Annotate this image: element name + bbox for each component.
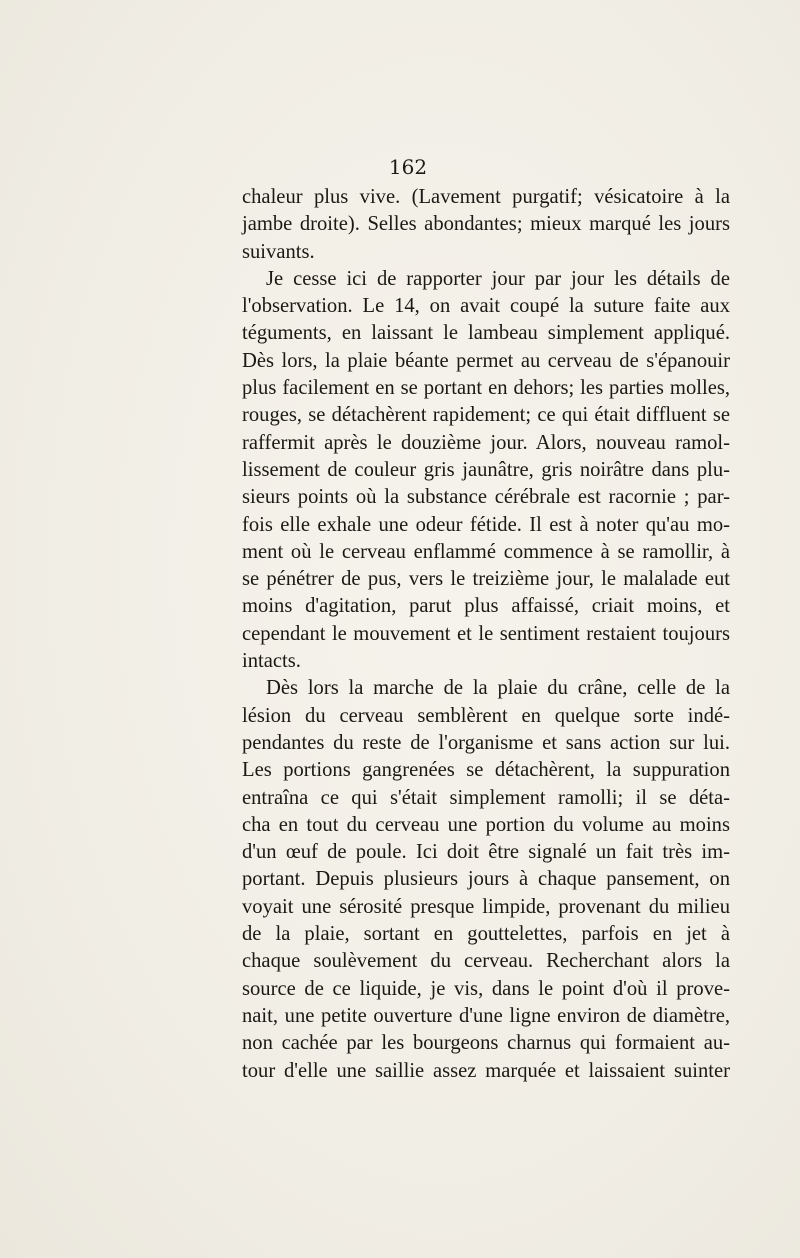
text-line: Je cesse ici de rapporter jour par jour les détails de [266,267,730,290]
text-line: pendantes du reste de l'organisme et sans action sur lui. [242,731,730,754]
text-line: sieurs points où la substance cérébrale est racornie ; par- [242,486,730,509]
text-line: intacts. [242,650,301,673]
body-text [242,184,730,1085]
text-line: d'un œuf de poule. Ici doit être signalé un fait très im- [242,841,730,864]
text-line: cha en tout du cerveau une portion du volume au moins [242,813,730,836]
text-line: lésion du cerveau semblèrent en quelque sorte indé- [242,704,730,727]
text-line: portant. Depuis plusieurs jours à chaque pansement, on [242,868,730,891]
text-line: téguments, en laissant le lambeau simplement appliqué. [242,322,730,345]
text-line: Dès lors la marche de la plaie du crâne, celle de la [266,677,730,700]
text-line: de la plaie, sortant en gouttelettes, parfois en jet à [242,923,730,946]
text-line: moins d'agitation, parut plus affaissé, criait moins, et [242,595,730,618]
paragraph-3 [242,675,730,1084]
text-line: fois elle exhale une odeur fétide. Il est à noter qu'au mo- [242,513,730,536]
text-line: tour d'elle une saillie assez marquée et laissaient suinter [242,1059,730,1082]
text-line: raffermit après le douzième jour. Alors, nouveau ramol- [242,431,730,454]
text-line: source de ce liquide, je vis, dans le point d'où il prove- [242,977,730,1000]
page-number: 162 [388,155,428,179]
text-line: chaleur plus vive. (Lavement purgatif; vésicatoire à la [242,186,730,208]
text-line: nait, une petite ouverture d'une ligne environ de diamètre, [242,1004,730,1027]
text-line: l'observation. Le 14, on avait coupé la suture faite aux [242,295,730,318]
text-line: jambe droite). Selles abondantes; mieux marqué les jours [242,213,730,236]
text-line: non cachée par les bourgeons charnus qui formaient au- [242,1032,730,1055]
text-line: chaque soulèvement du cerveau. Recherchant alors la [242,950,730,973]
text-line: cependant le mouvement et le sentiment restaient toujours [242,622,730,645]
text-line: plus facilement en se portant en dehors; les parties molles, [242,377,730,400]
text-line: lissement de couleur gris jaunâtre, gris noirâtre dans plu- [242,458,730,481]
text-line: entraîna ce qui s'était simplement ramolli; il se déta- [242,786,730,809]
paragraph-2 [242,266,730,675]
text-line: Dès lors, la plaie béante permet au cerveau de s'épanouir [242,349,730,372]
text-line: Les portions gangrenées se détachèrent, la suppuration [242,759,730,782]
text-line: rouges, se détachèrent rapidement; ce qui était diffluent se [242,404,730,427]
text-line: voyait une sérosité presque limpide, provenant du milieu [242,895,730,918]
paragraph-1 [242,184,730,266]
text-line: ment où le cerveau enflammé commence à se ramollir, à [242,540,730,563]
text-line: suivants. [242,240,315,263]
text-line: se pénétrer de pus, vers le treizième jour, le malalade eut [242,568,730,591]
